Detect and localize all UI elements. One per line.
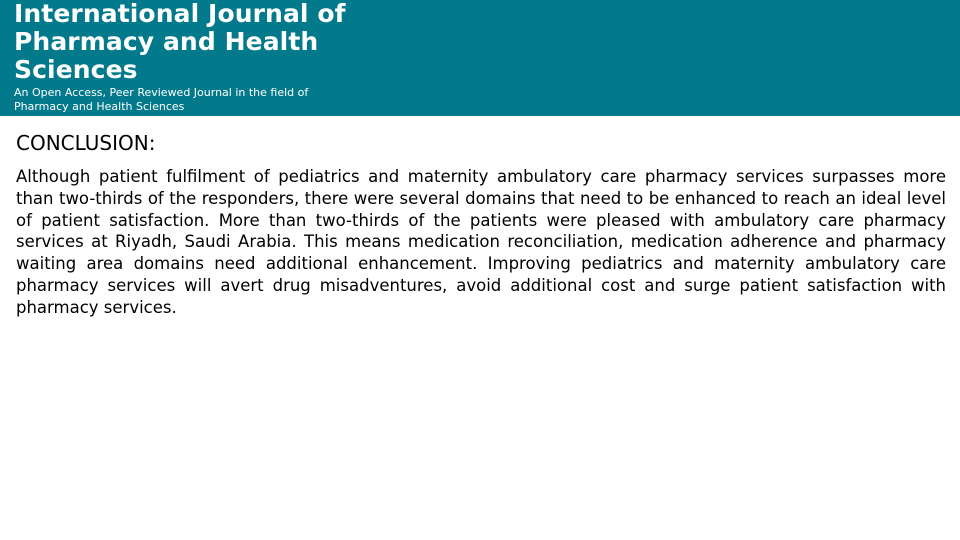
- conclusion-paragraph: Although patient fulfilment of pediatrics and maternity ambulatory care pharmacy services surpasses more than two-thirds of the responders, there were several domains that need to be enhanced to reach an ideal level of patient satisfaction. More than two-thirds of the patients were pleased with ambulatory care pharmacy services at Riyadh, Saudi Arabia. This means medication reconciliation, medication adherence and pharmacy waiting area domains need additional enhancement. Improving pediatrics and maternity ambulatory care pharmacy services will avert drug misadventures, avoid additional cost and surge patient satisfaction with pharmacy services.: [16, 167, 946, 317]
- journal-header-banner: [0, 0, 960, 116]
- journal-tagline: An Open Access, Peer Reviewed Journal in the field of Pharmacy and Health Sciences: [14, 86, 309, 113]
- journal-title: International Journal of Pharmacy and Health Sciences: [14, 0, 346, 84]
- section-heading: CONCLUSION:: [16, 131, 156, 155]
